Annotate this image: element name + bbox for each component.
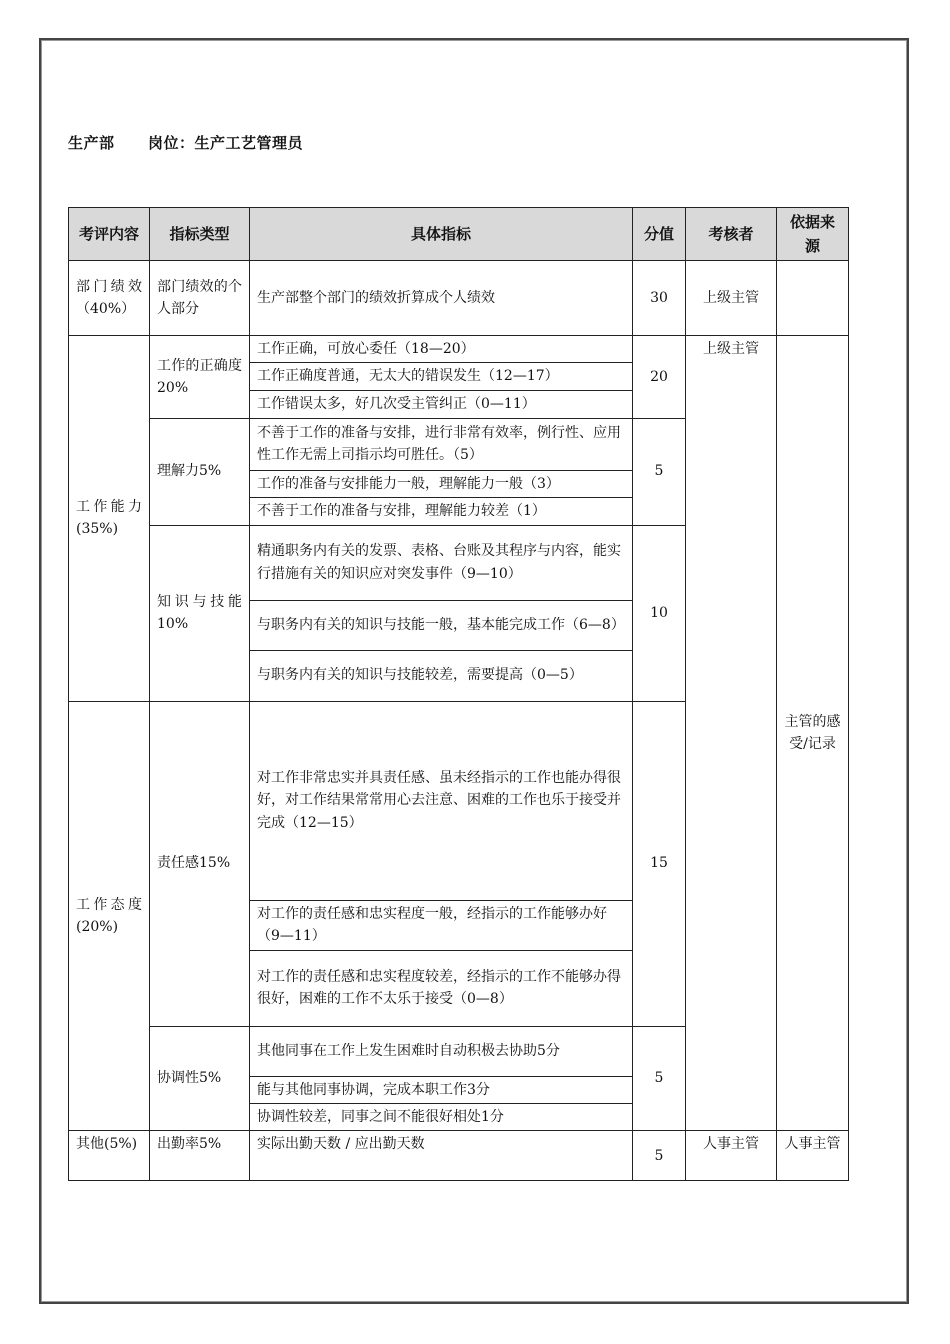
indicator-cell: 其他同事在工作上发生困难时自动积极去协助5分	[250, 1026, 633, 1076]
col-header: 具体指标	[250, 208, 633, 261]
department-header	[68, 132, 303, 153]
indicator-cell: 实际出勤天数 / 应出勤天数	[250, 1131, 633, 1181]
score-cell: 5	[633, 418, 686, 525]
category-cell: 部门绩效（40%）	[69, 261, 150, 336]
col-header: 考核者	[686, 208, 777, 261]
assessor-cell: 上级主管	[686, 261, 777, 336]
score-cell: 10	[633, 525, 686, 701]
indicator-cell: 能与其他同事协调，完成本职工作3分	[250, 1076, 633, 1103]
source-cell: 主管的感受/记录	[777, 336, 849, 1131]
score-cell: 20	[633, 336, 686, 419]
type-cell: 出勤率5%	[150, 1131, 250, 1181]
score-cell: 5	[633, 1131, 686, 1181]
col-header: 考评内容	[69, 208, 150, 261]
position-name: 岗位：生产工艺管理员	[147, 134, 303, 152]
indicator-cell: 与职务内有关的知识与技能较差，需要提高（0—5）	[250, 650, 633, 701]
type-cell: 部门绩效的个人部分	[150, 261, 250, 336]
assessor-cell: 人事主管	[686, 1131, 777, 1181]
indicator-cell: 工作正确度普通，无太大的错误发生（12—17）	[250, 363, 633, 390]
col-header: 依据来源	[777, 208, 849, 261]
category-cell: 工作态度(20%)	[69, 701, 150, 1131]
type-cell: 知识与技能10%	[150, 525, 250, 701]
type-cell: 责任感15%	[150, 701, 250, 1026]
indicator-cell: 不善于工作的准备与安排，进行非常有效率，例行性、应用性工作无需上司指示均可胜任。（5）	[250, 418, 633, 470]
indicator-cell: 精通职务内有关的发票、表格、台账及其程序与内容，能实行措施有关的知识应对突发事件（9—10）	[250, 525, 633, 600]
assessor-cell: 上级主管	[686, 336, 777, 1131]
score-cell: 5	[633, 1026, 686, 1131]
indicator-cell: 工作错误太多，好几次受主管纠正（0—11）	[250, 390, 633, 418]
col-header: 分值	[633, 208, 686, 261]
type-cell: 协调性5%	[150, 1026, 250, 1131]
table-header-row	[69, 208, 849, 261]
category-cell: 工作能力(35%)	[69, 336, 150, 702]
table-row	[69, 1131, 849, 1181]
source-cell: 人事主管	[777, 1131, 849, 1181]
indicator-cell: 不善于工作的准备与安排，理解能力较差（1）	[250, 498, 633, 525]
indicator-cell: 对工作的责任感和忠实程度一般，经指示的工作能够办好（9—11）	[250, 900, 633, 950]
indicator-cell: 对工作的责任感和忠实程度较差，经指示的工作不能够办得很好，困难的工作不太乐于接受（0—8）	[250, 950, 633, 1026]
score-cell: 30	[633, 261, 686, 336]
indicator-cell: 与职务内有关的知识与技能一般，基本能完成工作（6—8）	[250, 600, 633, 650]
indicator-cell: 工作的准备与安排能力一般，理解能力一般（3）	[250, 470, 633, 497]
indicator-cell: 生产部整个部门的绩效折算成个人绩效	[250, 261, 633, 336]
table-row	[69, 261, 849, 336]
department-name: 生产部	[68, 134, 115, 152]
score-cell: 15	[633, 701, 686, 1026]
indicator-cell: 工作正确，可放心委任（18—20）	[250, 336, 633, 363]
indicator-cell: 对工作非常忠实并具责任感、虽未经指示的工作也能办得很好，对工作结果常常用心去注意、困难的工作也乐于接受并完成（12—15）	[250, 701, 633, 900]
kpi-table	[68, 207, 849, 1181]
source-cell	[777, 261, 849, 336]
col-header: 指标类型	[150, 208, 250, 261]
type-cell: 理解力5%	[150, 418, 250, 525]
table-row	[69, 336, 849, 363]
category-cell: 其他(5%)	[69, 1131, 150, 1181]
type-cell: 工作的正确度20%	[150, 336, 250, 419]
indicator-cell: 协调性较差，同事之间不能很好相处1分	[250, 1103, 633, 1130]
